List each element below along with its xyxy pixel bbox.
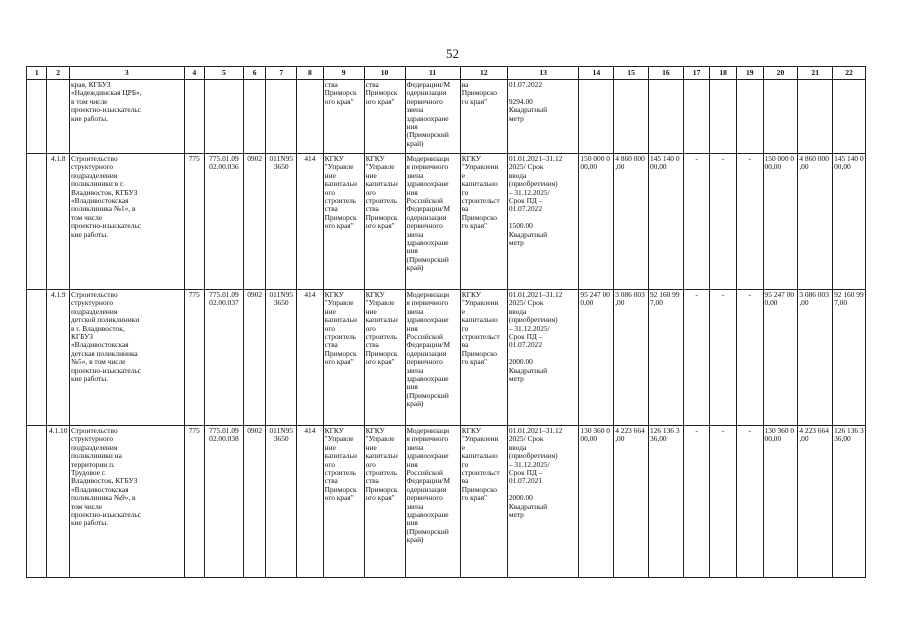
- table-cell: 01.01.2021–31.12 2025/ Срок ввода (приобретения) – 31.12.2025/ Срок ПД – 01.07.2022 1500.00 Квадратный метр: [507, 154, 579, 290]
- column-header: 6: [243, 67, 266, 80]
- table-cell: 0902: [243, 290, 266, 426]
- table-cell: 150 000 0 00,00: [763, 154, 798, 290]
- page-number: 52: [446, 46, 459, 61]
- table-cell: края, КГБУЗ «Надеждинская ЦРБ», в том числе проектно-изыскательс кие работы.: [69, 80, 184, 154]
- table-cell: Строительство структурного подразделения поликлиники в г. Владивосток, КГБУЗ «Владивостокская поликлиника №1», в том числе проектно-изыскательс кие работы.: [69, 154, 184, 290]
- table-cell: КГКУ "Управле ние капитальн ого строитель ства Приморск ого края": [323, 154, 364, 290]
- table-cell: -: [683, 290, 710, 426]
- table-cell: Модернизаци я первичного звена здравоохране ния Российской Федерации/М одернизация первичного звена здравоохране ния (Приморский край): [405, 290, 460, 426]
- table-cell: 95 247 00 0,00: [763, 290, 798, 426]
- column-header: 22: [833, 67, 866, 80]
- table-cell: 0902: [243, 154, 266, 290]
- table-cell: 4 860 000 ,00: [614, 154, 649, 290]
- table-cell: [297, 80, 324, 154]
- table-cell: [648, 80, 683, 154]
- table-cell: КГКУ "Управлени е капитально го строительст ва Приморско го края": [460, 154, 507, 290]
- table-cell: 775: [184, 426, 204, 578]
- table-cell: 145 140 0 00,00: [833, 154, 866, 290]
- table-cell: [27, 154, 47, 290]
- table-cell: КГКУ "Управле ние капитальн ого строитель ства Приморск ого края": [364, 426, 405, 578]
- table-cell: Строительство структурного подразделения поликлиники на территории п. Трудовое г. Владивосток, КГБУЗ «Владивостокская поликлиника №9», в том числе проектно-изыскательс кие работы.: [69, 426, 184, 578]
- table-cell: [184, 80, 204, 154]
- table-cell: КГКУ "Управлени е капитально го строительст ва Приморско го края": [460, 290, 507, 426]
- table-cell: Строительство структурного подразделения детской поликлиники в г. Владивосток, КГБУЗ «Владивостокская детская поликлиника №5», в том числе проектно-изыскательс кие работы.: [69, 290, 184, 426]
- table-cell: 011N95 3650: [266, 426, 297, 578]
- table-cell: 775.01.09 02.00.038: [205, 426, 244, 578]
- column-header: 1: [27, 67, 47, 80]
- table-cell: [614, 80, 649, 154]
- table-cell: -: [736, 426, 763, 578]
- table-cell: Модернизаци я первичного звена здравоохране ния Российской Федерации/М одернизация первичного звена здравоохране ния (Приморский край): [405, 426, 460, 578]
- column-header: 9: [323, 67, 364, 80]
- table-row: [27, 426, 866, 578]
- table-cell: [47, 80, 70, 154]
- column-header: 13: [507, 67, 579, 80]
- table-row: [27, 154, 866, 290]
- column-header: 17: [683, 67, 710, 80]
- table-cell: [27, 80, 47, 154]
- budget-table: [26, 66, 866, 578]
- table-cell: 3 086 003 ,00: [798, 290, 833, 426]
- table-cell: Модернизаци я первичного звена здравоохране ния Российской Федерации/М одернизация первичного звена здравоохране ния (Приморский край): [405, 154, 460, 290]
- table-cell: 011N95 3650: [266, 290, 297, 426]
- table-cell: 01.01.2021–31.12 2025/ Срок ввода (приобретения) – 31.12.2025/ Срок ПД – 01.07.2022 2000.00 Квадратный метр: [507, 290, 579, 426]
- table-cell: 4 223 664 ,00: [798, 426, 833, 578]
- table-cell: 3 086 003 ,00: [614, 290, 649, 426]
- table-cell: -: [683, 154, 710, 290]
- table-row: [27, 80, 866, 154]
- table-cell: [683, 80, 710, 154]
- header-row: [27, 67, 866, 80]
- table-cell: 414: [297, 290, 324, 426]
- table-cell: КГКУ "Управлени е капитально го строительст ва Приморско го края": [460, 426, 507, 578]
- table-cell: [579, 80, 614, 154]
- table-cell: ства Приморск ого края": [323, 80, 364, 154]
- column-header: 8: [297, 67, 324, 80]
- table-cell: 130 360 0 00,00: [763, 426, 798, 578]
- column-header: 3: [69, 67, 184, 80]
- column-header: 20: [763, 67, 798, 80]
- table-cell: -: [710, 426, 737, 578]
- table-cell: 130 360 0 00,00: [579, 426, 614, 578]
- table-cell: -: [710, 290, 737, 426]
- table-cell: -: [736, 154, 763, 290]
- column-header: 21: [798, 67, 833, 80]
- table-cell: [763, 80, 798, 154]
- table-cell: 011N95 3650: [266, 154, 297, 290]
- table-cell: 775: [184, 290, 204, 426]
- table-cell: 150 000 0 00,00: [579, 154, 614, 290]
- table-cell: Федерации/М одернизация первичного звена здравоохране ния (Приморский край): [405, 80, 460, 154]
- table-cell: КГКУ "Управле ние капитальн ого строитель ства Приморск ого края": [323, 290, 364, 426]
- table-cell: КГКУ "Управле ние капитальн ого строитель ства Приморск ого края": [364, 290, 405, 426]
- column-header: 16: [648, 67, 683, 80]
- table-cell: 01.07.2022 9294.00 Квадратный метр: [507, 80, 579, 154]
- table-cell: 126 136 3 36,00: [833, 426, 866, 578]
- column-header: 7: [266, 67, 297, 80]
- table-cell: 0902: [243, 426, 266, 578]
- table-cell: [736, 80, 763, 154]
- column-header: 15: [614, 67, 649, 80]
- table-cell: 414: [297, 426, 324, 578]
- column-header: 19: [736, 67, 763, 80]
- table-cell: [205, 80, 244, 154]
- table-cell: 92 160 99 7,00: [648, 290, 683, 426]
- column-header: 12: [460, 67, 507, 80]
- table-cell: [833, 80, 866, 154]
- column-header: 18: [710, 67, 737, 80]
- table-cell: 4 223 664 ,00: [614, 426, 649, 578]
- table-cell: -: [683, 426, 710, 578]
- table-cell: [710, 80, 737, 154]
- table-cell: 4.1.8: [47, 154, 70, 290]
- table-cell: 414: [297, 154, 324, 290]
- table-cell: 92 160 99 7,00: [833, 290, 866, 426]
- table-cell: КГКУ "Управле ние капитальн ого строитель ства Приморск ого края": [323, 426, 364, 578]
- column-header: 14: [579, 67, 614, 80]
- column-header: 10: [364, 67, 405, 80]
- table-cell: 4.1.10: [47, 426, 70, 578]
- table-cell: КГКУ "Управле ние капитальн ого строитель ства Приморск ого края": [364, 154, 405, 290]
- table-cell: [27, 426, 47, 578]
- table-cell: [243, 80, 266, 154]
- column-header: 11: [405, 67, 460, 80]
- table-cell: -: [736, 290, 763, 426]
- table-cell: 775: [184, 154, 204, 290]
- table-cell: 775.01.09 02.00.036: [205, 154, 244, 290]
- table-cell: 775.01.09 02.00.037: [205, 290, 244, 426]
- table-cell: [266, 80, 297, 154]
- table-cell: 4 860 000 ,00: [798, 154, 833, 290]
- table-cell: [27, 290, 47, 426]
- table-row: [27, 290, 866, 426]
- table-cell: 126 136 3 36,00: [648, 426, 683, 578]
- column-header: 5: [205, 67, 244, 80]
- table-cell: 4.1.9: [47, 290, 70, 426]
- table-cell: 01.01.2021–31.12 2025/ Срок ввода (приобретения) – 31.12.2025/ Срок ПД – 01.07.2021 2000.00 Квадратный метр: [507, 426, 579, 578]
- column-header: 2: [47, 67, 70, 80]
- table-cell: ва Приморско го края": [460, 80, 507, 154]
- table-cell: ства Приморск ого края": [364, 80, 405, 154]
- table-cell: 95 247 00 0,00: [579, 290, 614, 426]
- column-header: 4: [184, 67, 204, 80]
- table-cell: 145 140 0 00,00: [648, 154, 683, 290]
- table-cell: [798, 80, 833, 154]
- table-cell: -: [710, 154, 737, 290]
